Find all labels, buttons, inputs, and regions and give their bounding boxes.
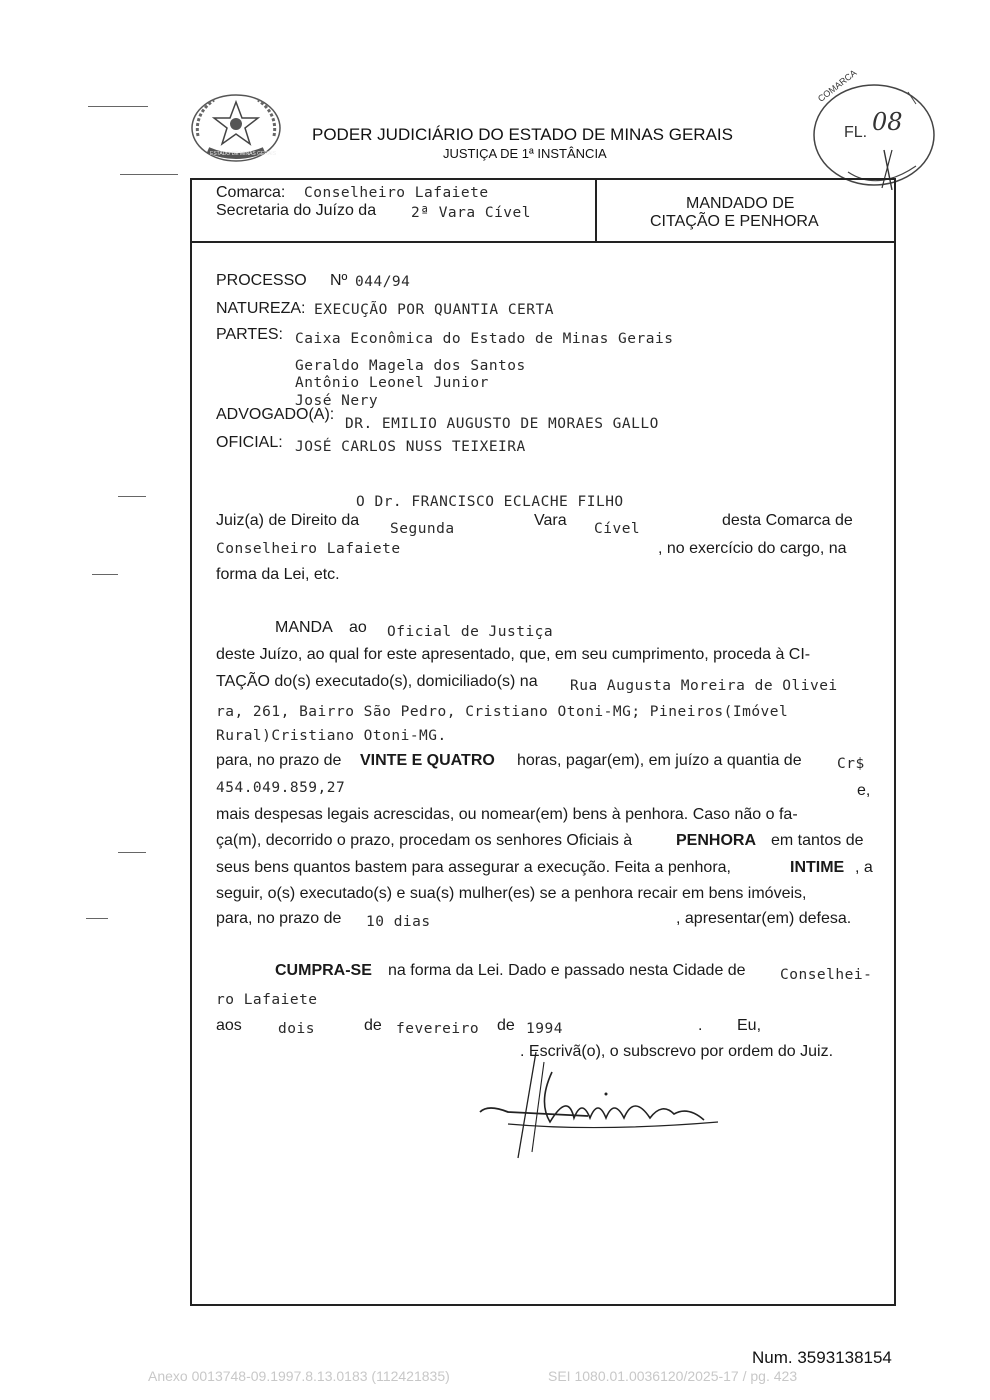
margin-mark bbox=[120, 174, 178, 175]
judge-name: O Dr. FRANCISCO ECLACHE FILHO bbox=[356, 494, 624, 510]
court-subtitle: JUSTIÇA DE 1ª INSTÂNCIA bbox=[443, 146, 607, 161]
comarca-suffix: desta Comarca de bbox=[722, 512, 853, 529]
date-dot: . bbox=[698, 1017, 703, 1034]
folio-label: FL. bbox=[844, 124, 868, 141]
prazo-dias: 10 dias bbox=[366, 914, 431, 930]
processo-no-label: Nº bbox=[330, 272, 348, 289]
body-line-8-prefix: para, no prazo de bbox=[216, 910, 342, 927]
body-line-6-prefix: seus bens quantos bastem para assegurar a execução. Feita a penhora, bbox=[216, 859, 731, 876]
escriva-text: . Escrivã(o), o subscrevo por ordem do Juiz. bbox=[520, 1043, 834, 1060]
document-number: Num. 3593138154 bbox=[752, 1348, 892, 1367]
party-item: José Nery bbox=[295, 393, 379, 409]
date-de-2: de bbox=[497, 1017, 515, 1034]
aos-label: aos bbox=[216, 1017, 242, 1034]
prazo-prefix: para, no prazo de bbox=[216, 752, 342, 769]
intime-bold: INTIME bbox=[790, 859, 845, 876]
margin-mark bbox=[118, 496, 146, 497]
cumpra-se-text: na forma da Lei. Dado e passado nesta Cidade de bbox=[388, 962, 746, 979]
margin-mark bbox=[88, 106, 148, 107]
party-item: Geraldo Magela dos Santos bbox=[295, 358, 526, 374]
comarca-name: Conselheiro Lafaiete bbox=[216, 541, 401, 557]
doc-type-line2: CITAÇÃO E PENHORA bbox=[650, 213, 819, 230]
advogado-label: ADVOGADO(A): bbox=[216, 406, 335, 423]
penhora-bold: PENHORA bbox=[676, 832, 757, 849]
body-line-2-prefix: TAÇÃO do(s) executado(s), domiciliado(s) na bbox=[216, 673, 538, 690]
doc-type-line1: MANDADO DE bbox=[686, 195, 795, 212]
body-line-1: deste Juízo, ao qual for este apresentado, que, em seu cumprimento, proceda à CI- bbox=[216, 646, 811, 663]
margin-mark bbox=[118, 852, 146, 853]
amount: 454.049.859,27 bbox=[216, 780, 346, 796]
manda-label: MANDA bbox=[275, 619, 333, 636]
body-line-6-suffix: , a bbox=[855, 859, 873, 876]
vara-number: Segunda bbox=[390, 521, 455, 537]
sei-reference: SEI 1080.01.0036120/2025-17 / pg. 423 bbox=[548, 1368, 798, 1384]
body-line-4: mais despesas legais acrescidas, ou nomear(em) bens à penhora. Caso não o fa- bbox=[216, 806, 798, 823]
oficial-value: JOSÉ CARLOS NUSS TEIXEIRA bbox=[295, 439, 526, 455]
body-line-5-prefix: ça(m), decorrido o prazo, procedam os senhores Oficiais à bbox=[216, 832, 633, 849]
oficial-label: OFICIAL: bbox=[216, 434, 283, 451]
seal-ribbon-text: ESTADO DE MINAS GERAIS bbox=[210, 151, 277, 157]
vara-type: Cível bbox=[594, 521, 641, 537]
natureza-value: EXECUÇÃO POR QUANTIA CERTA bbox=[314, 302, 554, 318]
cidade-line-2: ro Lafaiete bbox=[216, 992, 318, 1008]
party-item: Antônio Leonel Junior bbox=[295, 375, 489, 391]
address-line-2: ra, 261, Bairro São Pedro, Cristiano Otoni-MG; Pineiros(Imóvel bbox=[216, 704, 789, 720]
cumpra-se-bold: CUMPRA-SE bbox=[275, 962, 372, 979]
natureza-label: NATUREZA: bbox=[216, 300, 306, 317]
body-line-7: seguir, o(s) executado(s) e sua(s) mulher(es) se a penhora recair em bens imóveis, bbox=[216, 885, 807, 902]
header-vertical-divider bbox=[595, 178, 597, 242]
forma-text: forma da Lei, etc. bbox=[216, 566, 340, 583]
address-line-3: Rural)Cristiano Otoni-MG. bbox=[216, 728, 447, 744]
comarca-label: Comarca: bbox=[216, 184, 286, 201]
processo-value: 044/94 bbox=[355, 274, 411, 290]
currency: Cr$ bbox=[837, 756, 865, 772]
prazo-suffix: horas, pagar(em), em juízo a quantia de bbox=[517, 752, 802, 769]
stamp-ring-text: COMARCA bbox=[816, 67, 859, 104]
folio-number: 08 bbox=[872, 108, 903, 136]
body-line-5-suffix: em tantos de bbox=[771, 832, 864, 849]
cidade-line-1: Conselhei- bbox=[780, 967, 873, 983]
signature bbox=[478, 1042, 728, 1162]
date-month: fevereiro bbox=[396, 1021, 480, 1037]
margin-mark bbox=[86, 918, 108, 919]
header-divider bbox=[190, 241, 896, 243]
eu-label: Eu, bbox=[737, 1017, 762, 1034]
vara-label: Vara bbox=[534, 512, 567, 529]
oficial-title: Oficial de Justiça bbox=[387, 624, 554, 640]
court-title: PODER JUDICIÁRIO DO ESTADO DE MINAS GERAIS bbox=[312, 125, 733, 144]
manda-ao: ao bbox=[349, 619, 367, 636]
amount-e: e, bbox=[857, 782, 871, 799]
exercicio-text: , no exercício do cargo, na bbox=[658, 540, 847, 557]
date-year: 1994 bbox=[526, 1021, 563, 1037]
body-line-8-suffix: , apresentar(em) defesa. bbox=[676, 910, 852, 927]
secretaria-value: 2ª Vara Cível bbox=[411, 205, 531, 221]
secretaria-label: Secretaria do Juízo da bbox=[216, 202, 377, 219]
date-de-1: de bbox=[364, 1017, 382, 1034]
juiz-prefix: Juiz(a) de Direito da bbox=[216, 512, 360, 529]
party-item: Caixa Econômica do Estado de Minas Gerais bbox=[295, 331, 674, 347]
comarca-value: Conselheiro Lafaiete bbox=[304, 185, 489, 201]
margin-mark bbox=[92, 574, 118, 575]
processo-label: PROCESSO bbox=[216, 272, 307, 289]
address-line-1: Rua Augusta Moreira de Olivei bbox=[570, 678, 838, 694]
annex-reference: Anexo 0013748-09.1997.8.13.0183 (112421835) bbox=[148, 1368, 450, 1384]
partes-label: PARTES: bbox=[216, 326, 283, 343]
date-day: dois bbox=[278, 1021, 315, 1037]
advogado-value: DR. EMILIO AUGUSTO DE MORAES GALLO bbox=[345, 416, 659, 432]
prazo-bold: VINTE E QUATRO bbox=[360, 752, 495, 769]
